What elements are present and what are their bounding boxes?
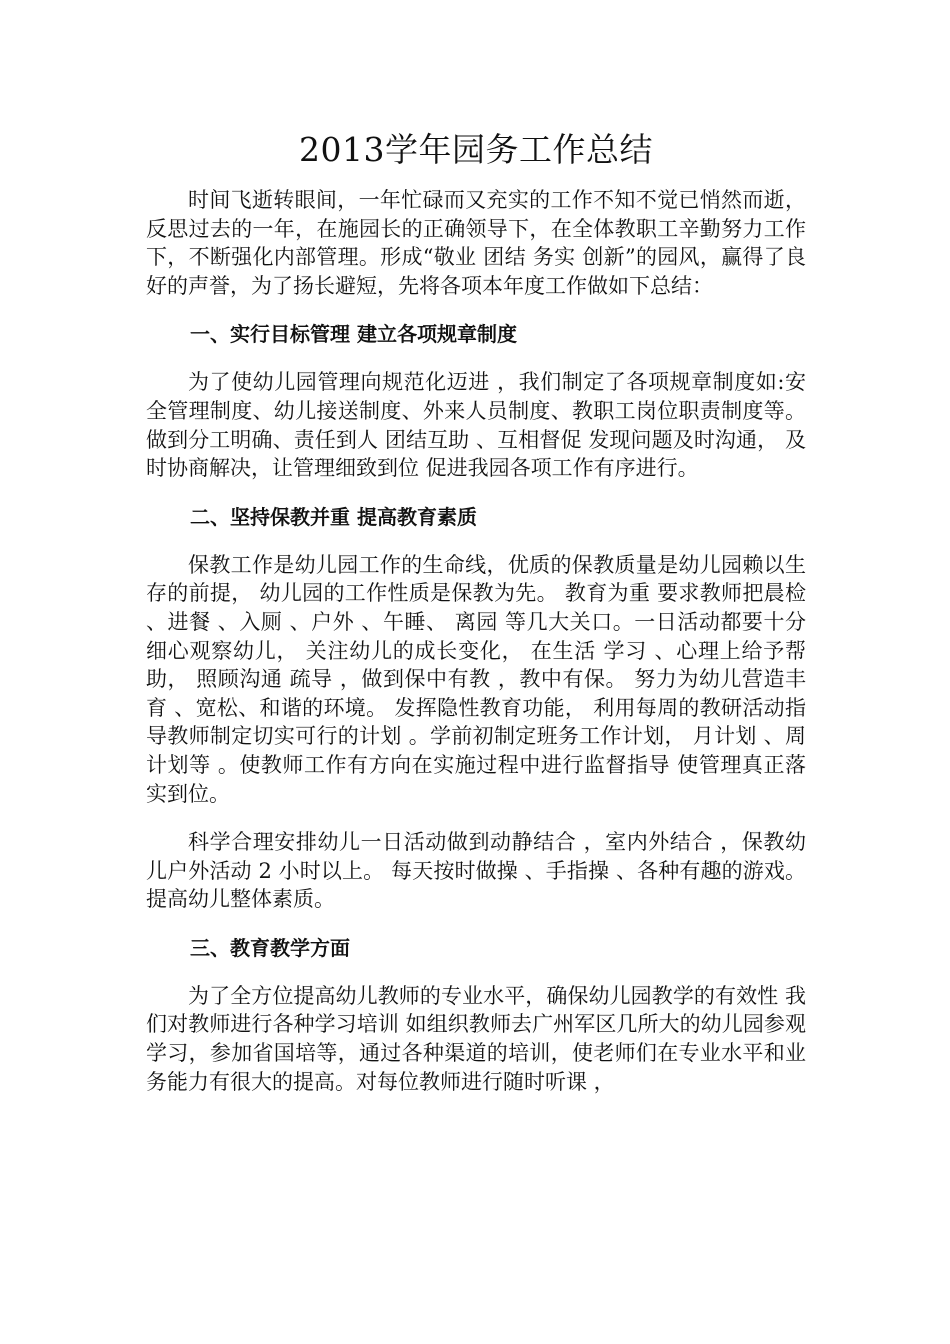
document-page — [146, 128, 806, 1116]
intro-paragraph: 时间飞逝转眼间，一年忙碌而又充实的工作不知不觉已悄然而逝，反思过去的一年，在施园长的正确领导下，在全体教职工辛勤努力工作下，不断强化内部管理。形成“敬业 团结 务实 创新”的园风，赢得了良好的声誉，为了扬长避短，先将各项本年度工作做如下总结： — [146, 188, 806, 298]
document-title: 2013学年园务工作总结 — [299, 130, 653, 169]
section-3-heading: 三、教育教学方面 — [190, 935, 350, 960]
section-2-paragraph-2: 科学合理安排幼儿一日活动做到动静结合 ，室内外结合 ，保教幼儿户外活动 2 小时以上。 每天按时做操 、手指操 、各种有趣的游戏。提高幼儿整体素质。 — [146, 830, 806, 912]
section-2-heading: 二、坚持保教并重 提高教育素质 — [190, 504, 477, 529]
section-2-paragraph-1: 保教工作是幼儿园工作的生命线，优质的保教质量是幼儿园赖以生存的前提， 幼儿园的工作性质是保教为先。 教育为重 要求教师把晨检 、进餐 、入厕 、户外 、午睡、 离园 等几大关口。一日活动都要十分细心观察幼儿， 关注幼儿的成长变化， 在生活 学习 、心理上给予帮助， 照顾沟通 疏导 ，做到保中有教 ，教中有保。 努力为幼儿营造丰育 、宽松、和谐的环境。 发挥隐性教育功能， 利用每周的教研活动指导教师制定切实可行的计划 。学前初制定班务工作计划， 月计划 、周计划等 。使教师工作有方向在实施过程中进行监督指导 使管理真正落实到位。 — [146, 552, 806, 806]
section-1-paragraph-1: 为了使幼儿园管理向规范化迈进 ，我们制定了各项规章制度如:安全管理制度、幼儿接送制度、外来人员制度、教职工岗位职责制度等。做到分工明确、责任到人 团结互助 、互相督促 发现问题及时沟通， 及时协商解决，让管理细致到位 促进我园各项工作有序进行。 — [146, 370, 806, 481]
section-1-heading: 一、实行目标管理 建立各项规章制度 — [190, 322, 517, 347]
section-3-paragraph-1: 为了全方位提高幼儿教师的专业水平，确保幼儿园教学的有效性 我们对教师进行各种学习培训 如组织教师去广州军区几所大的幼儿园参观学习，参加省国培等，通过各种渠道的培训，使老师们在专业水平和业务能力有很大的提高。对每位教师进行随时听课 ， — [146, 983, 806, 1094]
